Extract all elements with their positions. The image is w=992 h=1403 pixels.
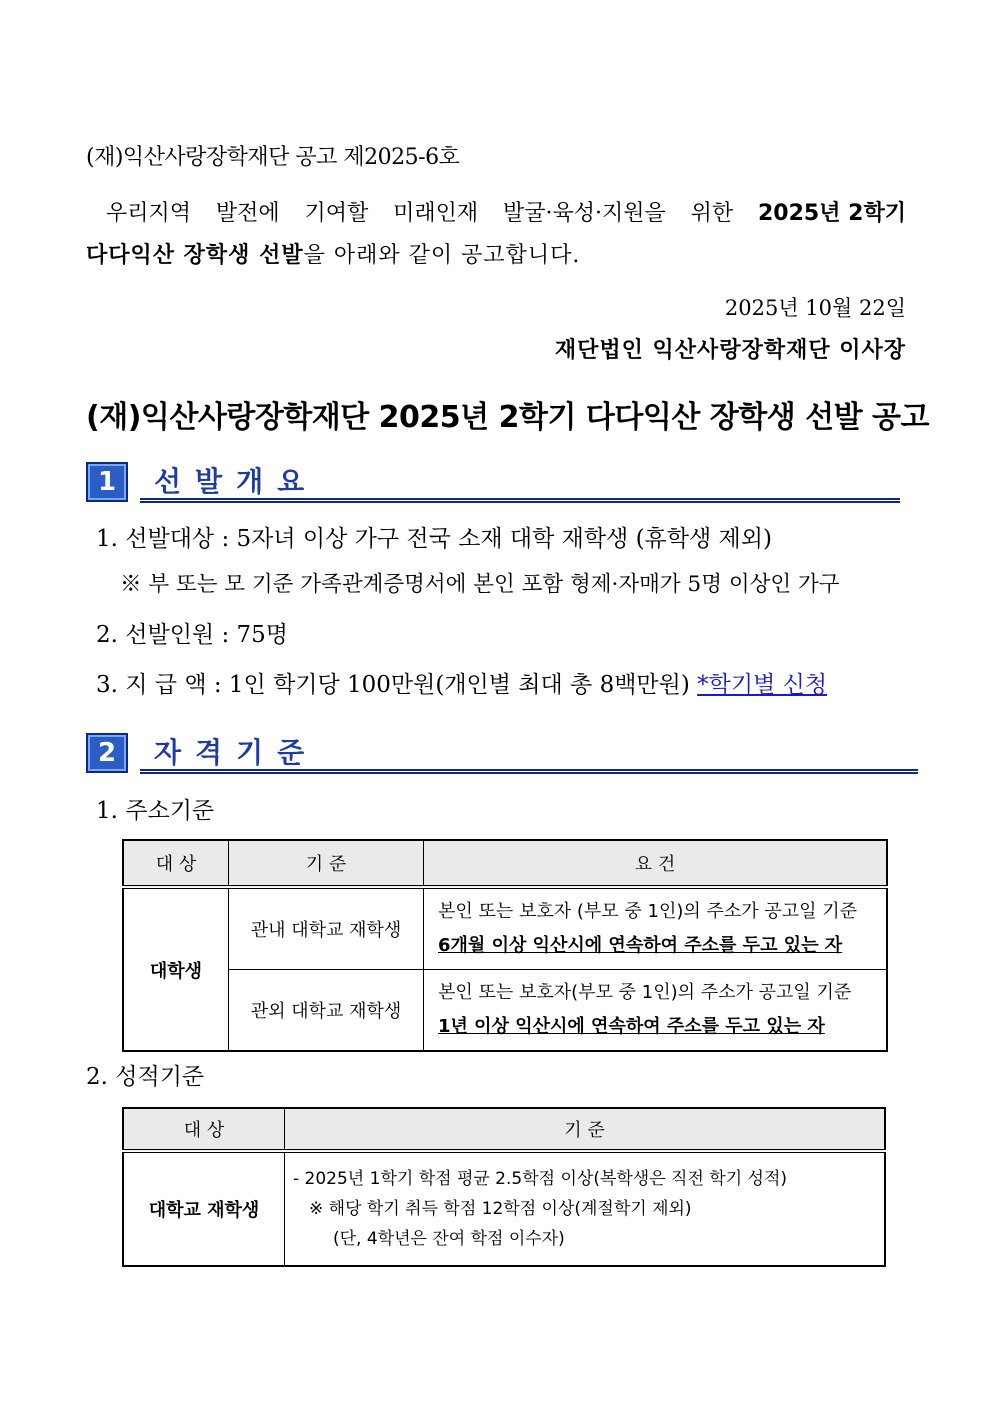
grade-requirement-cell (285, 1151, 886, 1266)
section-title: 선발개요 (154, 465, 319, 498)
section-number-badge: 2 (86, 733, 128, 773)
table-header: 기 준 (285, 1108, 886, 1151)
intro-emphasis: 2025년 2학기 (758, 201, 906, 226)
requirement-emphasis (438, 1010, 872, 1044)
section-underline (140, 498, 900, 503)
notice-number: (재)익산사랑장학재단 공고 제2025-6호 (86, 145, 460, 170)
intro-word: 발굴·육성·지원을 (503, 201, 666, 226)
requirement-bold: 6개월 이상 익산시에 연속하여 주소를 두고 있는 자 (438, 935, 843, 956)
payment-amount (96, 666, 827, 699)
grade-criteria-table (122, 1107, 886, 1267)
table-header: 대 상 (123, 1108, 285, 1151)
grade-note-detail: (단, 4학년은 잔여 학점 이수자) (333, 1229, 565, 1249)
intro-rest: 을 아래와 같이 공고합니다. (303, 243, 581, 268)
grade-line: - 2025년 1학기 학점 평균 2.5학점 이상(복학생은 직전 학기 성적) (293, 1169, 788, 1189)
address-criteria-heading: 1. 주소기준 (96, 798, 215, 824)
selection-count: 2. 선발인원 : 75명 (96, 622, 288, 648)
requirement-line: 본인 또는 보호자(부모 중 1인)의 주소가 공고일 기준 (438, 982, 852, 1003)
section-1-header (86, 462, 900, 502)
requirement-line: 본인 또는 보호자 (부모 중 1인)의 주소가 공고일 기준 (438, 901, 858, 922)
section-2-header (86, 733, 920, 773)
intro-word: 발전에 (215, 201, 280, 226)
requirement-cell (424, 887, 888, 970)
intro-word: 기여할 (304, 201, 369, 226)
table-row (123, 887, 887, 970)
selection-target-note: ※ 부 또는 모 기준 가족관계증명서에 본인 포함 형제·자매가 5명 이상인 가구 (120, 572, 840, 597)
criterion-cell: 관외 대학교 재학생 (229, 970, 424, 1052)
target-cell: 대학생 (123, 887, 229, 1051)
section-underline (140, 769, 918, 774)
table-header: 요 건 (424, 840, 888, 887)
requirement-cell (424, 970, 888, 1052)
grade-note: ※ 해당 학기 취득 학점 12학점 이상(계절학기 제외) (309, 1199, 692, 1219)
section-title: 자격기준 (154, 736, 319, 769)
intro-word: 미래인재 (393, 201, 479, 226)
table-header: 대 상 (123, 840, 229, 887)
intro-emphasis-2: 다다익산 장학생 선발 (86, 243, 304, 268)
intro-word: 우리지역 (106, 201, 192, 226)
grade-criteria-heading: 2. 성적기준 (86, 1064, 205, 1090)
table-row (123, 1151, 885, 1266)
address-criteria-table (122, 839, 888, 1052)
table-header: 기 준 (229, 840, 424, 887)
section-number-badge: 1 (86, 462, 128, 502)
intro-line-1 (86, 196, 906, 227)
payment-amount-text: 3. 지 급 액 : 1인 학기당 100만원(개인별 최대 총 8백만원) (96, 672, 690, 698)
table-row (123, 970, 887, 1052)
notice-date: 2025년 10월 22일 (724, 296, 906, 320)
criterion-cell: 관내 대학교 재학생 (229, 887, 424, 970)
requirement-bold: 1년 이상 익산시에 연속하여 주소를 두고 있는 자 (438, 1016, 825, 1037)
issuer: 재단법인 익산사랑장학재단 이사장 (554, 338, 906, 363)
requirement-emphasis (438, 929, 872, 963)
selection-target: 1. 선발대상 : 5자녀 이상 가구 전국 소재 대학 재학생 (휴학생 제외) (96, 526, 772, 552)
intro-word: 위한 (690, 201, 734, 226)
per-semester-link[interactable]: *학기별 신청 (697, 672, 828, 698)
intro-line-2 (86, 238, 580, 269)
target-cell: 대학교 재학생 (123, 1151, 285, 1266)
main-title: (재)익산사랑장학재단 2025년 2학기 다다익산 장학생 선발 공고 (86, 400, 929, 435)
